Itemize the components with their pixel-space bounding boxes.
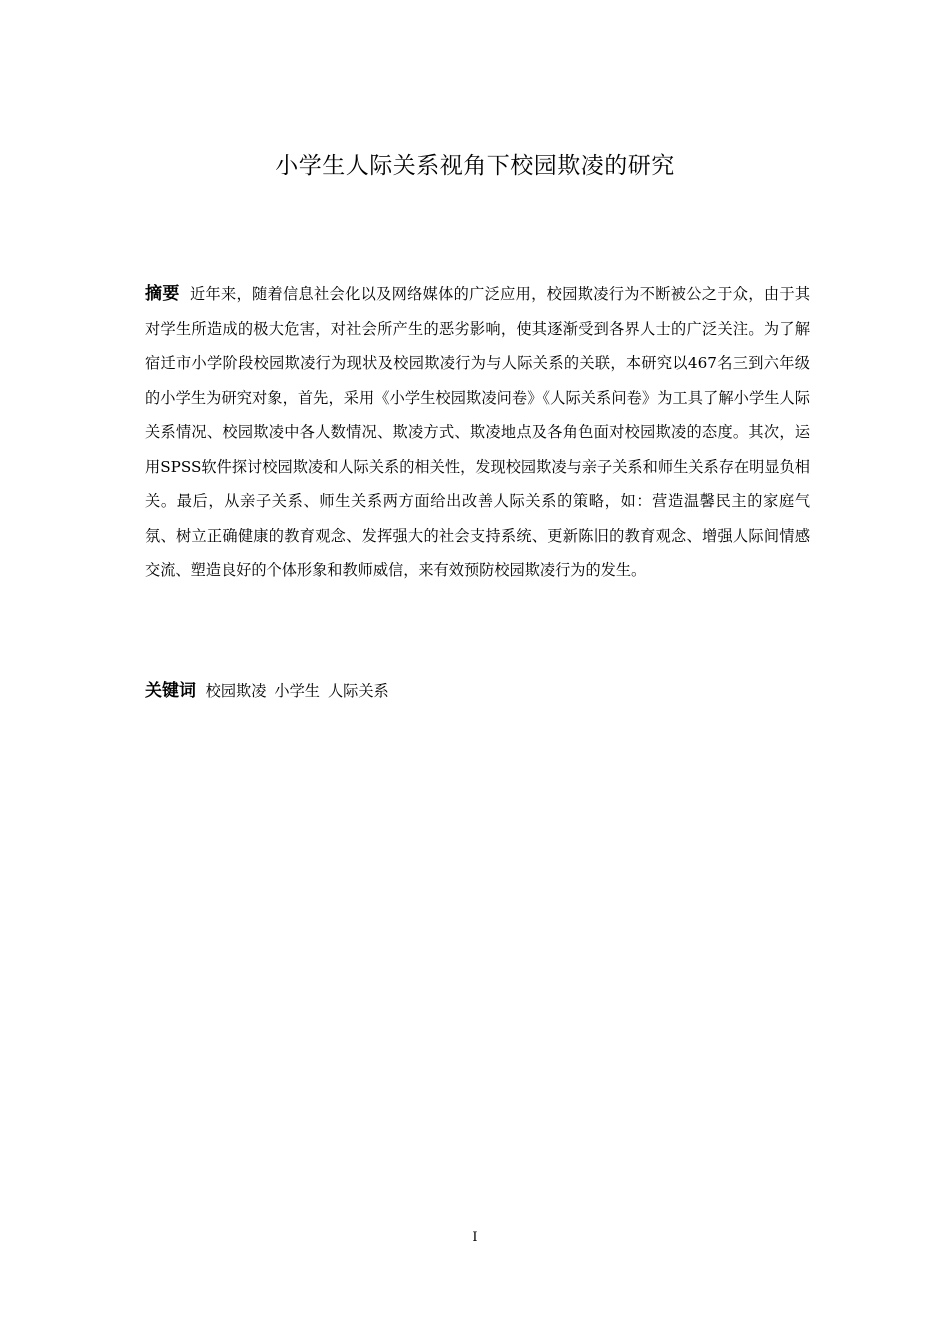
keywords (145, 674, 810, 708)
abstract (145, 277, 810, 588)
keyword-item: 人际关系 (327, 682, 389, 700)
abstract-label: 摘要 (145, 284, 180, 304)
page-number: I (472, 1230, 478, 1245)
keywords-label: 关键词 (145, 681, 196, 701)
paper-title: 小学生人际关系视角下校园欺凌的研究 (275, 153, 675, 179)
keyword-item: 小学生 (274, 682, 320, 700)
keyword-item: 校园欺凌 (205, 682, 267, 700)
abstract-text: 近年来，随着信息社会化以及网络媒体的广泛应用，校园欺凌行为不断被公之于众，由于其对学生所造成的极大危害，对社会所产生的恶劣影响，使其逐渐受到各界人士的广泛关注。为了解宿迁市小学阶段校园欺凌行为现状及校园欺凌行为与人际关系的关联，本研究以467名三到六年级的小学生为研究对象，首先，采用《小学生校园欺凌问卷》《人际关系问卷》为工具了解小学生人际关系情况、校园欺凌中各人数情况、欺凌方式、欺凌地点及各角色面对校园欺凌的态度。其次，运用SPSS软件探讨校园欺凌和人际关系的相关性，发现校园欺凌与亲子关系和师生关系存在明显负相关。最后，从亲子关系、师生关系两方面给出改善人际关系的策略，如：营造温馨民主的家庭气氛、树立正确健康的教育观念、发挥强大的社会支持系统、更新陈旧的教育观念、增强人际间情感交流、塑造良好的个体形象和教师威信，来有效预防校园欺凌行为的发生。 (145, 285, 811, 579)
